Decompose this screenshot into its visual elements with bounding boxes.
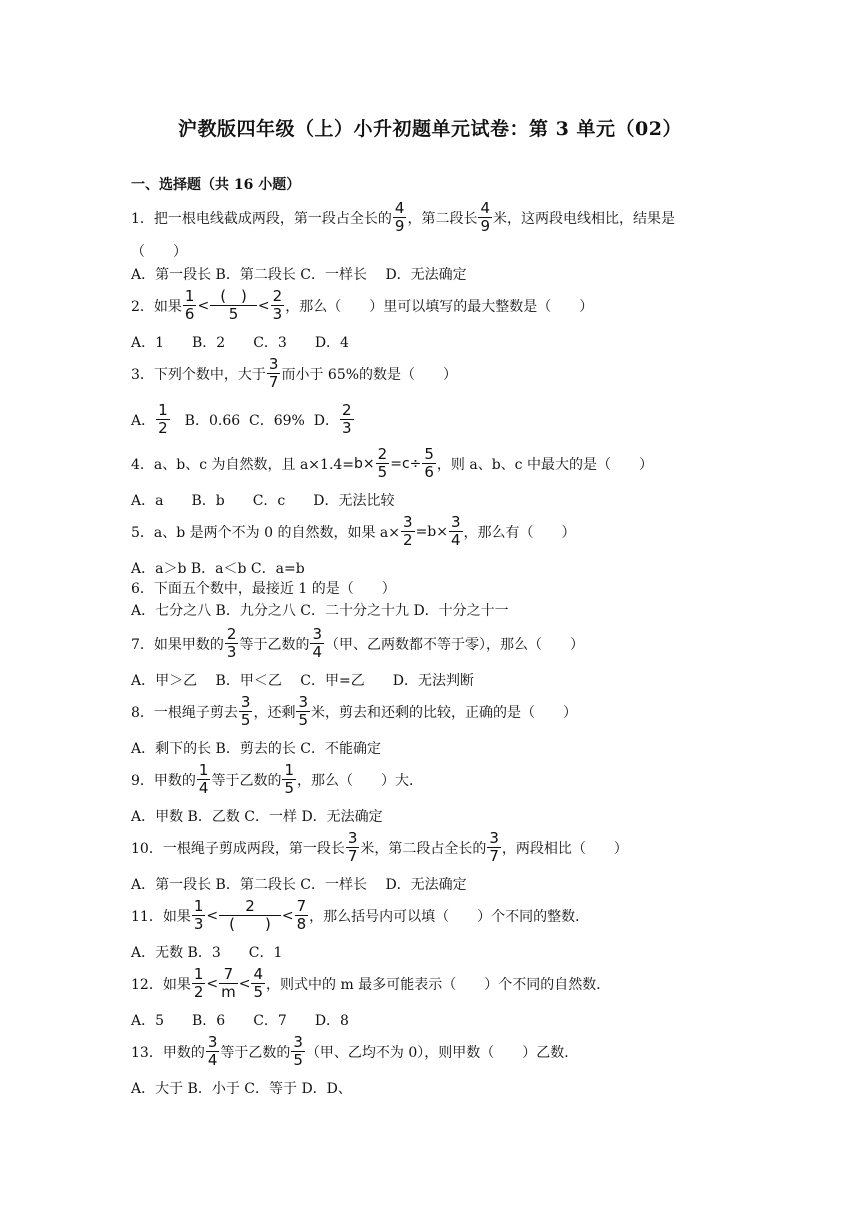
fraction: $\frac{2}{3}$ bbox=[226, 625, 237, 661]
question-9-options: A．甲数 B．乙数 C．一样 D．无法确定 bbox=[131, 809, 383, 825]
fraction: $\frac{1}{2}$ bbox=[193, 965, 204, 1001]
question-9: 9．甲数的 $\frac{1}{4}$ 等于乙数的 $\frac{1}{5}$ ，那么（ ）大． bbox=[131, 761, 424, 797]
question-2: 2．如果 $\frac{1}{6}$ < $\frac{( )}{5}$ < $\frac{2}{3}$ ，那么（ ）里可以填写的最大整数是（ ） bbox=[131, 287, 594, 323]
page-title: 沪教版四年级（上）小升初题单元试卷：第 3 单元（02） bbox=[178, 118, 682, 140]
fraction: $\frac{2}{5}$ bbox=[377, 445, 388, 481]
fraction: $\frac{1}{2}$ bbox=[158, 401, 168, 437]
fraction: $\frac{3}{7}$ bbox=[347, 829, 358, 865]
fraction: $\frac{2}{( )}$ bbox=[219, 898, 281, 933]
fraction: $\frac{3}{2}$ bbox=[403, 513, 413, 549]
fraction: $\frac{1}{3}$ bbox=[193, 897, 204, 933]
fraction: $\frac{3}{5}$ bbox=[240, 693, 251, 729]
fraction: $\frac{3}{4}$ bbox=[207, 1033, 218, 1069]
fraction: $\frac{1}{4}$ bbox=[198, 761, 209, 797]
fraction: $\frac{2}{3}$ bbox=[342, 401, 352, 437]
question-11-options: A．无数 B．3 C．1 bbox=[131, 945, 283, 961]
question-5-options: A．a＞b B．a＜b C．a=b bbox=[131, 561, 305, 577]
question-6-options: A．七分之八 B．九分之八 C．二十分之十九 D．十分之十一 bbox=[131, 603, 509, 619]
fraction: $\frac{4}{9}$ bbox=[394, 199, 405, 235]
fraction: $\frac{7}{8}$ bbox=[296, 897, 307, 933]
question-8-options: A．剩下的长 B．剪去的长 C．不能确定 bbox=[131, 741, 382, 757]
question-6: 6．下面五个数中，最接近 1 的是（ ） bbox=[131, 581, 396, 597]
question-5: 5．a、b 是两个不为 0 的自然数，如果 a× $\frac{3}{2}$ =b× $\frac{3}{4}$ ，那么有（ ） bbox=[131, 513, 576, 549]
fraction: $\frac{4}{9}$ bbox=[480, 199, 490, 235]
fraction: $\frac{( )}{5}$ bbox=[210, 288, 257, 323]
question-1: 1．把一根电线截成两段，第一段占全长的 $\frac{4}{9}$ ，第二段长 $\frac{4}{9}$ 米，这两段电线相比，结果是 bbox=[131, 199, 675, 235]
fraction: $\frac{2}{3}$ bbox=[272, 287, 283, 323]
question-10-options: A．第一段长 B．第二段长 C．一样长 D．无法确定 bbox=[131, 877, 467, 893]
fraction: $\frac{3}{7}$ bbox=[268, 355, 279, 391]
question-4-options: A．a B．b C．c D．无法比较 bbox=[131, 493, 395, 509]
question-8: 8．一根绳子剪去 $\frac{3}{5}$ ，还剩 $\frac{3}{5}$ 米，剪去和还剩的比较，正确的是（ ） bbox=[131, 693, 578, 729]
question-13-options: A．大于 B．小于 C．等于 D．D、 bbox=[131, 1081, 352, 1097]
fraction: $\frac{3}{4}$ bbox=[312, 625, 323, 661]
fraction: $\frac{5}{6}$ bbox=[424, 445, 434, 481]
question-13: 13．甲数的 $\frac{3}{4}$ 等于乙数的 $\frac{3}{5}$ （甲、乙均不为 0），则甲数（ ）乙数． bbox=[131, 1033, 579, 1069]
fraction: $\frac{1}{5}$ bbox=[284, 761, 295, 797]
fraction: $\frac{4}{5}$ bbox=[253, 965, 264, 1001]
question-1-options: A．第一段长 B．第二段长 C．一样长 D．无法确定 bbox=[131, 267, 467, 283]
fraction: $\frac{7}{m}$ bbox=[221, 965, 236, 1001]
question-4: 4．a、b、c 为自然数，且 a×1.4= b× $\frac{2}{5}$ = c÷ $\frac{5}{6}$ ，则 a、b、c 中最大的是（ ） bbox=[131, 445, 653, 481]
question-1-cont: （ ） bbox=[131, 244, 187, 260]
fraction: $\frac{3}{5}$ bbox=[293, 1033, 303, 1069]
question-3: 3．下列个数中，大于 $\frac{3}{7}$ 而小于 65%的数是（ ） bbox=[131, 355, 458, 391]
question-7: 7．如果甲数的 $\frac{2}{3}$ 等于乙数的 $\frac{3}{4}$ （甲、乙两数都不等于零），那么（ ） bbox=[131, 625, 585, 661]
section-heading: 一、选择题（共 16 小题） bbox=[131, 177, 301, 193]
question-12-options: A．5 B．6 C．7 D．8 bbox=[131, 1013, 349, 1029]
fraction: $\frac{3}{4}$ bbox=[451, 513, 461, 549]
question-2-options: A．1 B．2 C．3 D．4 bbox=[131, 335, 349, 351]
question-11: 11．如果 $\frac{1}{3}$ < $\frac{2}{( )}$ < $\frac{7}{8}$ ，那么括号内可以填（ ）个不同的整数． bbox=[131, 897, 590, 933]
fraction: $\frac{3}{5}$ bbox=[298, 693, 309, 729]
fraction: $\frac{1}{6}$ bbox=[184, 287, 195, 323]
question-10: 10．一根绳子剪成两段，第一段长 $\frac{3}{7}$ 米，第二段占全长的 $\frac{3}{7}$ ，两段相比（ ） bbox=[131, 829, 628, 865]
question-12: 12．如果 $\frac{1}{2}$ < $\frac{7}{m}$ < $\frac{4}{5}$ ，则式中的 m 最多可能表示（ ）个不同的自然数． bbox=[131, 965, 611, 1001]
fraction: $\frac{3}{7}$ bbox=[489, 829, 499, 865]
question-7-options: A．甲＞乙 B．甲＜乙 C．甲=乙 D．无法判断 bbox=[131, 673, 474, 689]
question-3-options: A． $\frac{1}{2}$ B．0.66 C．69% D． $\frac{2}{3}$ bbox=[131, 401, 352, 437]
